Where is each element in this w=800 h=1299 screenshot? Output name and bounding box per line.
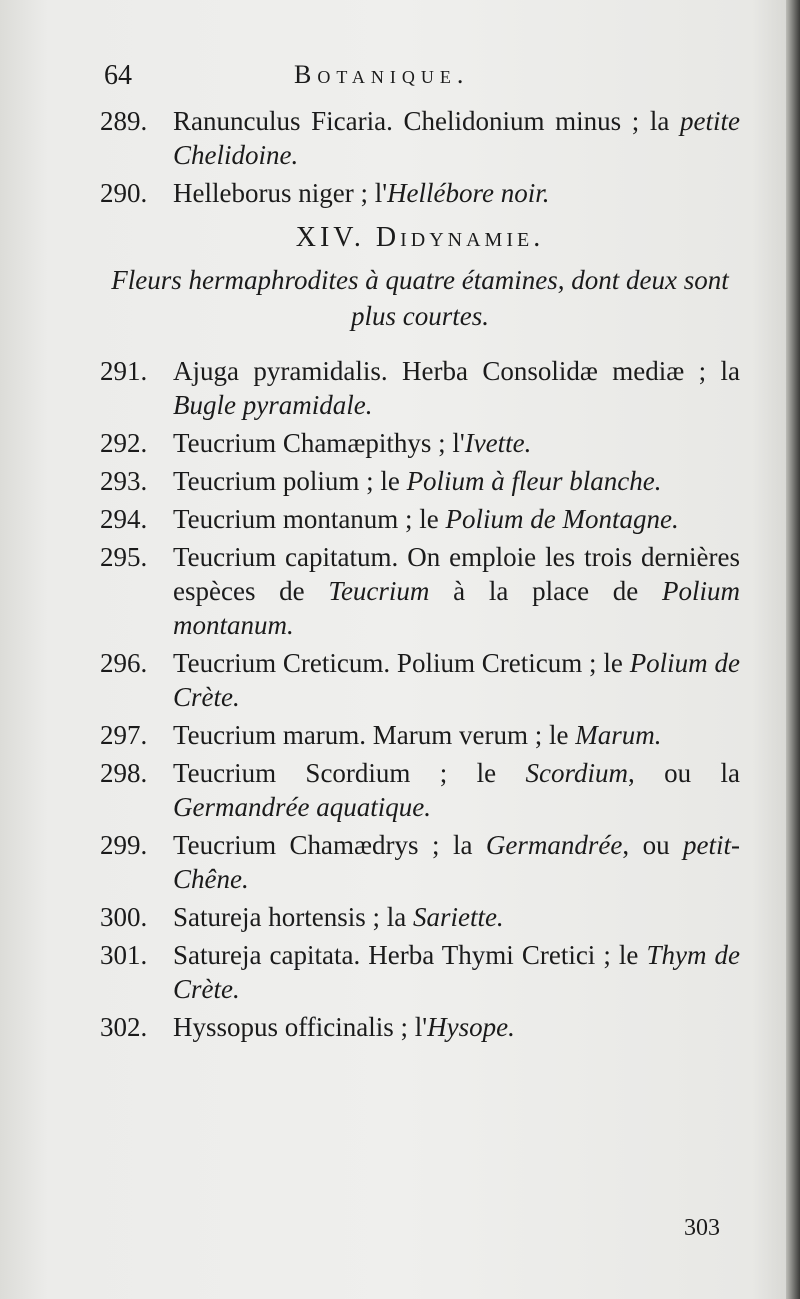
entry-roman-text: Helleborus niger ; l': [173, 178, 388, 208]
entry-roman-text: Teucrium Scordium ; le: [173, 758, 526, 788]
entry: [100, 646, 740, 714]
entry-roman-text: Teucrium Creticum. Polium Creticum ; le: [173, 648, 630, 678]
entry-roman-text: , ou: [622, 830, 684, 860]
entry-roman-text: Teucrium Chamædrys ; la: [173, 830, 486, 860]
entry: [100, 502, 740, 536]
entry-number: 289.: [100, 106, 148, 136]
entry-number: 298.: [100, 758, 148, 788]
entry-text: [173, 756, 740, 824]
entry: [100, 828, 740, 896]
entry-list-before: [100, 104, 740, 210]
entry-roman-text: Ranunculus Ficaria. Chelidonium minus ; la: [173, 106, 681, 136]
entry-italic-text: Sariette.: [412, 902, 504, 932]
entry: [100, 104, 740, 172]
entry-text: [173, 646, 740, 714]
entry-number: 293.: [100, 466, 148, 496]
entry-number: 297.: [100, 720, 148, 750]
entry-number: 295.: [100, 542, 148, 572]
entry-number: 296.: [100, 648, 148, 678]
entry-number: 294.: [100, 504, 148, 534]
entry-text: [173, 354, 740, 422]
entry: [100, 900, 740, 934]
page-body: [100, 104, 740, 1048]
entry-number: 302.: [100, 1012, 148, 1042]
entry-text: [173, 176, 740, 210]
entry-text: [173, 718, 740, 752]
entry-text: [173, 1010, 740, 1044]
entry-roman-text: à la place de: [429, 576, 662, 606]
entry-italic-text: petite Chelidoine.: [173, 106, 740, 170]
entry-roman-text: Teucrium marum. Marum verum ; le: [173, 720, 576, 750]
entry-roman-text: Satureja capitata. Herba Thymi Cretici ; le: [173, 940, 647, 970]
entry-italic-text: Hellébore noir.: [387, 178, 550, 208]
entry: [100, 938, 740, 1006]
entry-italic-text: Polium de Crète.: [173, 648, 740, 712]
entry-number: 300.: [100, 902, 148, 932]
entry-text: [173, 540, 740, 642]
entry-italic-text: petit-Chêne.: [173, 830, 741, 894]
entry-text: [173, 426, 740, 460]
entry: [100, 718, 740, 752]
page-number: 64: [104, 60, 132, 91]
entry-number: 291.: [100, 356, 148, 386]
running-header: [104, 60, 734, 100]
running-title: Botanique.: [294, 60, 470, 89]
entry: [100, 540, 740, 642]
entry-text: [173, 464, 740, 498]
entry-italic-text: Bugle pyramidale.: [173, 390, 373, 420]
entry-roman-text: Satureja hortensis ; la: [173, 902, 413, 932]
entry-italic-text: Germandrée: [485, 830, 623, 860]
catchword: 303: [684, 1215, 720, 1241]
section-description: Fleurs hermaphrodites à quatre étamines, dont deux sont plus courtes.: [111, 265, 729, 331]
entry: [100, 426, 740, 460]
entry: [100, 1010, 740, 1044]
entry-italic-text: Germandrée aquatique.: [173, 792, 431, 822]
entry-italic-text: Ivette.: [464, 428, 532, 458]
entry-italic-text: Scordium: [525, 758, 629, 788]
entry-roman-text: Teucrium montanum ; le: [173, 504, 446, 534]
entry-italic-text: Thym de Crète.: [173, 940, 741, 1004]
entry-text: [173, 938, 740, 1006]
entry-list: [100, 354, 740, 1044]
entry-roman-text: Ajuga pyramidalis. Herba Consolidæ mediæ ; la: [173, 356, 740, 386]
entry-italic-text: Teucrium: [328, 576, 430, 606]
page-edge-shadow: [786, 0, 800, 1299]
entry-roman-text: Hyssopus officinalis ; l': [173, 1012, 428, 1042]
entry-number: 292.: [100, 428, 148, 458]
entry-text: [173, 828, 740, 896]
entry-number: 299.: [100, 830, 148, 860]
entry-italic-text: Hysope.: [427, 1012, 515, 1042]
entry-roman-text: Teucrium capitatum. On emploie les trois dernières espèces de: [173, 542, 740, 606]
entry-roman-text: , ou la: [628, 758, 740, 788]
entry: [100, 464, 740, 498]
entry-roman-text: Teucrium polium ; le: [173, 466, 407, 496]
entry: [100, 176, 740, 210]
entry-roman-text: Teucrium Chamæpithys ; l': [173, 428, 465, 458]
entry-italic-text: Polium à fleur blanche.: [406, 466, 662, 496]
entry-number: 290.: [100, 178, 148, 208]
entry: [100, 354, 740, 422]
entry-text: [173, 502, 740, 536]
entry-italic-text: Polium montanum.: [173, 576, 740, 640]
section-heading: XIV. Didynamie.: [295, 222, 545, 253]
entry-italic-text: Marum.: [575, 720, 662, 750]
entry-number: 301.: [100, 940, 148, 970]
entry-text: [173, 900, 740, 934]
entry: [100, 756, 740, 824]
entry-text: [173, 104, 740, 172]
entry-italic-text: Polium de Montagne.: [445, 504, 679, 534]
